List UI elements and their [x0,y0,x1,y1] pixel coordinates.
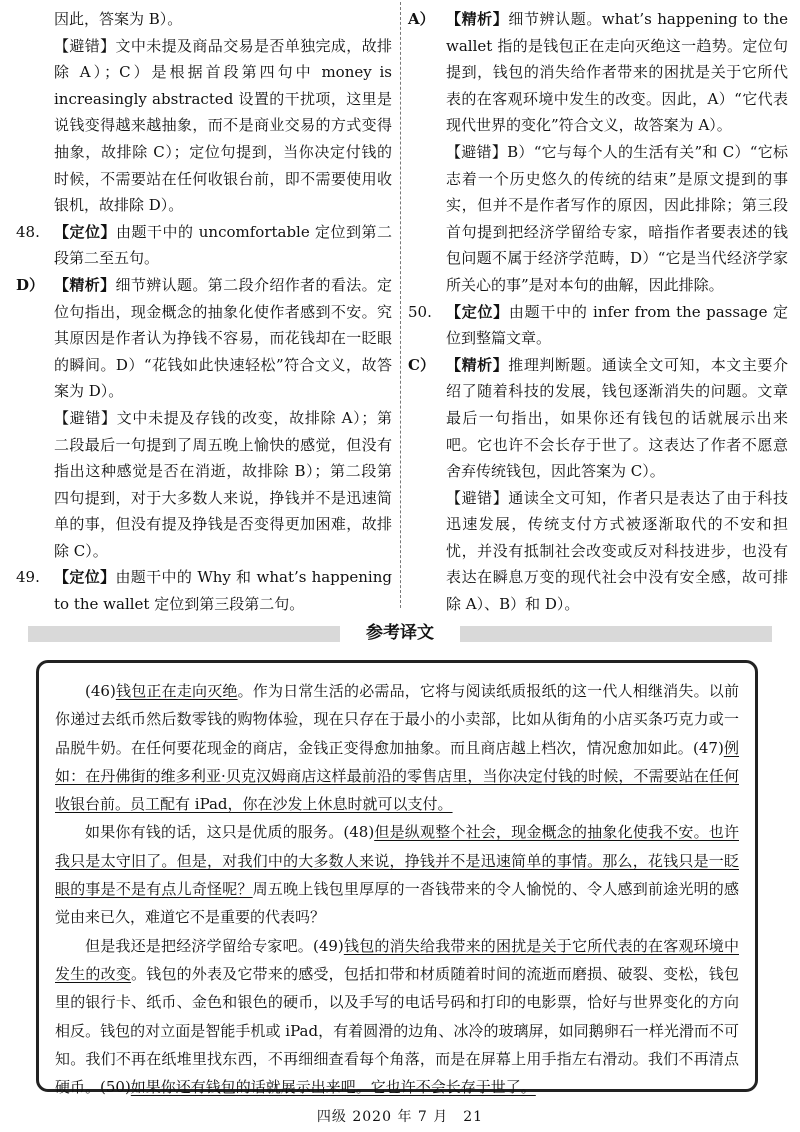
q50-avoid-block: 【避错】通读全文可知，作者只是表达了由于科技迅速发展，传统支付方式被逐渐取代的不安和担忧，并没有抵制社会改变或反对科技进步，也没有表达在瞬息万变的现代社会中没有安全感，故可排除 A）、B）和 D）。 [446,488,788,614]
answer-letter: D） [16,275,45,294]
avoid-tag: 【避错】 [446,142,508,161]
column-divider [400,2,402,608]
page-footer: 四级 2020 年 7 月 21 [316,1109,484,1125]
q50-locate-block: 50. 【定位】由题干中的 infer from the passage 定位到整篇文章。 [408,299,788,352]
question-number: 49. [16,568,40,587]
locate-tag: 【定位】 [446,302,509,321]
avoid-tag: 【避错】 [446,488,509,507]
left-column [16,6,392,618]
analysis-tag: 【精析】 [446,355,509,374]
locate-tag: 【定位】 [54,568,116,587]
underlined-sentence: 如果你还有钱包的话就展示出来吧。它也许不会长存于世了。 [130,1078,536,1097]
q48-locate-block: 48. 【定位】由题干中的 uncomfortable 定位到第二段第二至五句。 [16,219,392,272]
q47-avoid-block: 【避错】文中未提及商品交易是否单独完成，故排除 A）；C）是根据首段第四句中 money is increasingly abstracted 设置的干扰项，这里是说钱变得越来越抽象，而不是商业交易的方式变得抽象，故排除 C）；定位句提到，当你决定付钱的时候，不需要站在任何收银台前，即不需要使用收银机，故排除 D）。 [54,36,392,215]
q48-analysis-block: D） 【精析】细节辨认题。第二段介绍作者的看法。定位句指出，现金概念的抽象化使作者感到不安。究其原因是作者认为挣钱不容易，而花钱却在一眨眼的瞬间。D）“花钱如此快速轻松”符合文义，故答案为 D）。 [16,272,392,405]
underlined-sentence: 钱包正在走向灭绝 [115,682,238,700]
underlined-sentence: 但是纵观整个社会，现金概念的抽象化使我不安。也许我只是太守旧了。但是，对我们中的大多数人来说，挣钱并不是迅速简单的事情。那么，花钱只是一眨眼的事是不是有点儿奇怪呢？ [55,823,739,899]
underlined-sentence: 钱包的消失给我带来的困扰是关于它所代表的在客观环境中发生的改变 [55,936,739,983]
question-number: 50. [408,302,432,321]
analysis-tag: 【精析】 [446,10,509,28]
q47-tail: 因此，答案为 B）。 [54,10,183,28]
analysis-tag: 【精析】 [54,275,116,294]
answer-letter: A） [408,10,435,28]
q49-avoid-block: 【避错】B）“它与每个人的生活有关”和 C）“它标志着一个历史悠久的传统的结束”是原文提到的事实，但并不是作者写作的原因，因此排除；第三段首句提到把经济学留给专家，暗指作者要表述的钱包问题不属于经济学范畴，D）“它是当代经济学家所关心的事”是对本句的曲解，因此排除。 [446,142,788,294]
answer-letter: C） [408,355,435,374]
translation-paragraph-2: 如果你有钱的话，这只是优质的服务。(48)但是纵观整个社会，现金概念的抽象化使我不安。也许我只是太守旧了。但是，对我们中的大多数人来说，挣钱并不是迅速简单的事情。那么，花钱只是一眨眼的事是不是有点儿奇怪呢？周五晚上钱包里厚厚的一沓钱带来的令人愉悦的、令人感到前途光明的感觉由来已久，难道它不是重要的代表吗？ [55,823,739,927]
avoid-tag: 【避错】 [54,408,117,427]
right-column [408,6,788,618]
q49-locate-block: 49. 【定位】由题干中的 Why 和 what’s happening to the wallet 定位到第三段第二句。 [16,564,392,617]
translation-paragraph-3: 但是我还是把经济学留给专家吧。(49)钱包的消失给我带来的困扰是关于它所代表的在客观环境中发生的改变。钱包的外表及它带来的感受，包括扣带和材质随着时间的流逝而磨损、破裂、变松，钱包里的银行卡、纸币、金色和银色的硬币，以及手写的电话号码和打印的电影票，恰好与世界变化的方向相反。钱包的对立面是智能手机或 iPad，有着圆滑的边角、冰冷的玻璃屏，如同鹅卵石一样光滑而不可知。我们不再在纸堆里找东西，不再细细查看每个角落，而是在屏幕上用手指左右滑动。我们不再清点硬币。(50)如果你还有钱包的话就展示出来吧。它也许不会长存于世了。 [55,936,739,1097]
avoid-tag: 【避错】 [54,36,116,55]
translation-paragraph-1: (46)钱包正在走向灭绝。作为日常生活的必需品，它将与阅读纸质报纸的这一代人相继消失。以前你递过去纸币然后数零钱的购物体验，现在只存在于最小的小卖部，比如从街角的小店买条巧克力或一品脱牛奶。在任何要花现金的商店，金钱正变得愈加抽象。而且商店越上档次，情况愈加如此。(47)例如：在丹佛街的维多利亚·贝克汉姆商店这样最前沿的零售店里，当你决定付钱的时候，不需要站在任何收银台前。员工配有 iPad，你在沙发上休息时就可以支付。 [55,682,739,814]
locate-tag: 【定位】 [54,222,116,241]
q50-analysis-block: C） 【精析】推理判断题。通读全文可知，本文主要介绍了随着科技的发展，钱包逐渐消失的问题。文章最后一句指出，如果你还有钱包的话就展示出来吧。它也许不会长存于世了。这表达了作者不愿意舍弃传统钱包，因此答案为 C）。 [408,352,788,485]
q49-analysis-block: A） 【精析】细节辨认题。what’s happening to the wallet 指的是钱包正在走向灭绝这一趋势。定位句提到，钱包的消失给作者带来的困扰是关于它所代表的在客观环境中发生的改变。因此，A）“它代表现代世界的变化”符合文义，故答案为 A）。 [408,6,788,139]
q48-avoid-block: 【避错】文中未提及存钱的改变，故排除 A）；第二段最后一句提到了周五晚上愉快的感觉，但没有指出这种感觉是否在消逝，故排除 B）；第二段第四句提到，对于大多数人来说，挣钱并不是迅速简单的事，但没有提及挣钱是否变得更加困难，故排除 C）。 [54,408,392,560]
translation-box [36,660,758,1097]
section-title: 参考译文 [340,618,460,648]
underlined-sentence: 例如：在丹佛街的维多利亚·贝克汉姆商店这样最前沿的零售店里，当你决定付钱的时候，不需要站在任何收银台前。员工配有 iPad，你在沙发上休息时就可以支付。 [55,738,739,814]
question-number: 48. [16,222,40,241]
